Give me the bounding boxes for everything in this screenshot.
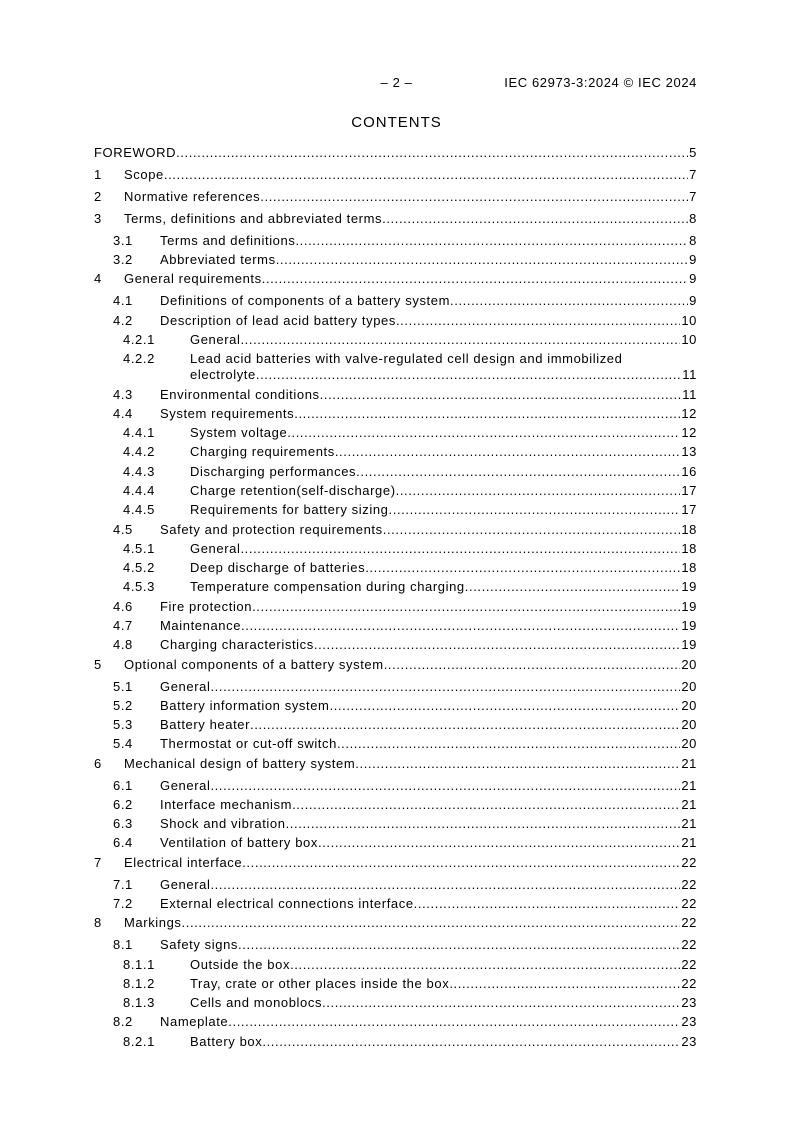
toc-entry-4-7[interactable]	[94, 616, 697, 635]
document-id-header: IEC 62973-3:2024 © IEC 2024	[504, 75, 697, 90]
dot-leader	[337, 736, 680, 752]
toc-entry-line	[124, 657, 697, 673]
toc-entry-line	[190, 367, 697, 383]
toc-entry-number: 6	[94, 755, 102, 771]
toc-entry-line	[160, 797, 697, 813]
dot-leader	[260, 189, 688, 205]
toc-entry-4-5[interactable]	[94, 520, 697, 539]
toc-entry-4-8[interactable]	[94, 636, 697, 655]
toc-entry-page-number: 19	[681, 617, 697, 633]
toc-entry-foreword[interactable]	[94, 143, 697, 165]
toc-entry-number: 8	[94, 915, 102, 931]
toc-entry-page-number: 22	[681, 854, 697, 870]
toc-entry-title: General	[160, 876, 211, 892]
dot-leader	[318, 835, 680, 851]
toc-entry-title: Ventilation of battery box	[160, 835, 318, 851]
toc-entry-title: Normative references	[124, 188, 261, 204]
toc-entry-8-1-2[interactable]	[94, 974, 697, 993]
toc-entry-number: 4.7	[113, 617, 133, 633]
toc-entry-page-number: 20	[681, 697, 697, 713]
toc-entry-number: 4.2.1	[123, 332, 155, 348]
toc-entry-title: Scope	[124, 166, 164, 182]
toc-entry-title: Battery box	[190, 1033, 263, 1049]
dot-leader	[250, 717, 680, 733]
toc-entry-4[interactable]	[94, 270, 697, 292]
toc-entry-4-2[interactable]	[94, 311, 697, 330]
toc-entry-line	[160, 835, 697, 851]
toc-entry-line	[190, 444, 697, 460]
toc-entry-4-4-2[interactable]	[94, 443, 697, 462]
toc-entry-number: 4.4.4	[123, 483, 155, 498]
toc-entry-line	[124, 855, 697, 871]
toc-entry-number: 4.2	[113, 312, 133, 328]
toc-entry-page-number: 22	[681, 956, 697, 972]
toc-entry-line	[124, 189, 697, 205]
toc-entry-title: Thermostat or cut-off switch	[160, 736, 337, 752]
toc-entry-title: System voltage	[190, 425, 288, 441]
toc-entry-line	[160, 698, 697, 714]
toc-entry-4-4-1[interactable]	[94, 424, 697, 443]
toc-entry-page-number: 22	[681, 975, 697, 991]
toc-entry-page-number: 21	[681, 816, 697, 832]
toc-entry-title: Abbreviated terms	[160, 252, 276, 268]
dot-leader	[314, 637, 680, 653]
toc-entry-page-number: 9	[689, 271, 697, 287]
toc-entry-title: General	[190, 332, 241, 348]
toc-entry-number: 5.3	[113, 717, 133, 733]
toc-entry-page-number: 19	[681, 598, 697, 614]
toc-entry-title: Nameplate	[160, 1014, 229, 1030]
table-of-contents	[94, 143, 697, 1051]
dot-leader	[295, 233, 688, 249]
toc-entry-number: 6.1	[113, 777, 133, 793]
dot-leader	[450, 293, 688, 309]
toc-entry-page-number: 11	[682, 386, 697, 402]
dot-leader	[276, 252, 688, 268]
toc-entry-title-continuation: electrolyte	[190, 367, 256, 383]
toc-entry-title: Discharging performances	[190, 463, 357, 479]
toc-entry-8-2-1[interactable]	[94, 1032, 697, 1051]
toc-entry-page-number: 10	[681, 332, 697, 348]
dot-leader	[252, 599, 680, 615]
toc-entry-title: Maintenance	[160, 617, 242, 633]
toc-entry-page-number: 11	[682, 367, 697, 383]
toc-entry-page-number: 7	[689, 188, 697, 204]
toc-entry-number: 7.1	[113, 876, 133, 892]
toc-entry-number: 4.2.2	[123, 351, 155, 367]
toc-entry-page-number: 21	[681, 796, 697, 812]
toc-entry-page-number: 9	[689, 293, 697, 309]
dot-leader	[355, 756, 680, 772]
toc-entry-line	[124, 167, 697, 183]
toc-entry-4-5-3[interactable]	[94, 578, 697, 597]
toc-entry-number: 6.4	[113, 835, 133, 851]
dot-leader	[210, 877, 680, 893]
dot-leader	[290, 957, 680, 973]
toc-entry-number: 4.5.3	[123, 579, 155, 595]
dot-leader	[396, 313, 680, 329]
dot-leader	[242, 855, 680, 871]
toc-entry-4-2-2[interactable]	[94, 350, 697, 385]
toc-entry-title: General	[160, 678, 211, 694]
toc-entry-title: Charge retention(self-discharge)	[190, 483, 396, 498]
toc-entry-title: Terms and definitions	[160, 232, 296, 248]
dot-leader	[262, 271, 688, 287]
toc-entry-page-number: 22	[681, 896, 697, 912]
toc-entry-number: 4	[94, 271, 102, 287]
toc-entry-title: Fire protection	[160, 598, 253, 614]
dot-leader	[287, 425, 680, 441]
dot-leader	[228, 1014, 680, 1030]
toc-entry-title: Electrical interface	[124, 854, 243, 870]
toc-entry-page-number: 21	[681, 835, 697, 851]
toc-entry-line	[160, 252, 697, 268]
toc-entry-title: Requirements for battery sizing	[190, 502, 389, 518]
toc-entry-line	[160, 233, 697, 249]
toc-entry-page-number: 18	[681, 540, 697, 556]
toc-entry-line	[190, 483, 697, 499]
toc-entry-4-3[interactable]	[94, 385, 697, 404]
toc-entry-number: 8.1.3	[123, 995, 155, 1011]
toc-entry-title: System requirements	[160, 405, 295, 421]
toc-entry-page-number: 17	[681, 483, 697, 498]
toc-entry-number: 5.4	[113, 736, 133, 752]
toc-entry-page-number: 16	[681, 463, 697, 479]
toc-entry-line	[190, 1034, 697, 1050]
toc-entry-number: 8.2.1	[123, 1033, 155, 1049]
dot-leader	[320, 387, 682, 403]
toc-entry-page-number: 19	[681, 637, 697, 653]
dot-leader	[396, 483, 681, 499]
toc-entry-6-2[interactable]	[94, 795, 697, 814]
toc-entry-page-number: 19	[681, 579, 697, 595]
toc-entry-title: Definitions of components of a battery system	[160, 293, 451, 309]
toc-entry-title: Temperature compensation during charging	[190, 579, 465, 595]
toc-entry-line	[160, 293, 697, 309]
toc-entry-title: Terms, definitions and abbreviated terms	[124, 210, 383, 226]
toc-entry-page-number: 17	[681, 502, 697, 518]
dot-leader	[322, 995, 680, 1011]
toc-entry-5-1[interactable]	[94, 677, 697, 696]
toc-entry-3-2[interactable]	[94, 251, 697, 270]
toc-entry-6-1[interactable]	[94, 776, 697, 795]
toc-entry-8[interactable]	[94, 914, 697, 936]
toc-entry-number: 3	[94, 210, 102, 226]
toc-entry-number: 4.8	[113, 637, 133, 653]
toc-entry-title: Outside the box	[190, 956, 291, 972]
toc-entry-line	[160, 599, 697, 615]
page-title: CONTENTS	[351, 114, 442, 131]
toc-entry-page-number: 21	[681, 777, 697, 793]
toc-entry-4-1[interactable]	[94, 292, 697, 311]
toc-entry-title: Cells and monoblocs	[190, 995, 323, 1011]
toc-entry-number: 4.1	[113, 293, 133, 309]
toc-entry-number: 4.6	[113, 598, 133, 614]
toc-entry-line	[190, 425, 697, 441]
toc-entry-page-number: 8	[689, 232, 697, 248]
toc-entry-4-2-1[interactable]	[94, 330, 697, 349]
toc-entry-page-number: 22	[681, 876, 697, 892]
toc-entry-8-2[interactable]	[94, 1013, 697, 1032]
toc-entry-8-1-1[interactable]	[94, 955, 697, 974]
dot-leader	[238, 937, 680, 953]
dot-leader	[389, 502, 681, 518]
dot-leader	[383, 522, 681, 538]
toc-entry-title: Optional components of a battery system	[124, 656, 384, 672]
toc-entry-title: Deep discharge of batteries	[190, 560, 366, 576]
toc-entry-number: 2	[94, 188, 102, 204]
toc-entry-line	[160, 717, 697, 733]
toc-entry-title: Battery heater	[160, 717, 251, 733]
toc-entry-title: Charging characteristics	[160, 637, 314, 653]
dot-leader	[365, 560, 680, 576]
toc-entry-number: 4.4.1	[123, 425, 155, 441]
toc-entry-page-number: 20	[681, 736, 697, 752]
toc-entry-number: 5.2	[113, 697, 133, 713]
toc-entry-line	[160, 937, 697, 953]
dot-leader	[356, 464, 680, 480]
toc-entry-page-number: 12	[681, 405, 697, 421]
toc-entry-title: Environmental conditions	[160, 386, 320, 402]
toc-entry-number: 7.2	[113, 896, 133, 912]
toc-entry-title: Shock and vibration	[160, 816, 286, 832]
page-number-header: – 2 –	[380, 75, 413, 90]
toc-entry-line	[160, 679, 697, 695]
dot-leader	[335, 444, 680, 460]
toc-entry-number: 5.1	[113, 678, 133, 694]
dot-leader	[294, 406, 680, 422]
toc-entry-page-number: 5	[689, 144, 697, 160]
toc-entry-number: 1	[94, 166, 102, 182]
toc-entry-title: Safety and protection requirements	[160, 521, 383, 537]
toc-entry-title: Tray, crate or other places inside the box	[190, 975, 450, 991]
toc-entry-line	[160, 736, 697, 752]
toc-entry-number: 8.1.2	[123, 975, 155, 991]
toc-entry-line	[160, 877, 697, 893]
toc-entry-number: 4.4.2	[123, 444, 155, 460]
toc-entry-page-number: 23	[681, 1014, 697, 1030]
toc-entry-page-number: 20	[681, 678, 697, 694]
toc-entry-number: 8.1	[113, 937, 133, 953]
toc-entry-line	[160, 778, 697, 794]
dot-leader	[241, 618, 680, 634]
toc-entry-page-number: 18	[681, 521, 697, 537]
toc-entry-page-number: 23	[681, 1033, 697, 1049]
toc-entry-3-1[interactable]	[94, 231, 697, 250]
dot-leader	[240, 541, 680, 557]
dot-leader	[330, 698, 681, 714]
toc-entry-page-number: 22	[681, 937, 697, 953]
toc-entry-number: 4.4.5	[123, 502, 155, 518]
toc-entry-title: General	[190, 540, 241, 556]
toc-entry-line	[160, 896, 697, 912]
toc-entry-8-1-3[interactable]	[94, 993, 697, 1012]
dot-leader	[256, 367, 681, 383]
toc-entry-line	[124, 756, 697, 772]
toc-entry-number: 7	[94, 854, 102, 870]
toc-entry-page-number: 7	[689, 166, 697, 182]
toc-entry-line	[190, 560, 697, 576]
toc-entry-title: Mechanical design of battery system	[124, 755, 356, 771]
toc-entry-6-3[interactable]	[94, 815, 697, 834]
dot-leader	[176, 145, 688, 161]
toc-entry-4-4-4[interactable]	[94, 481, 697, 500]
toc-entry-page-number: 20	[681, 717, 697, 733]
dot-leader	[286, 816, 681, 832]
toc-entry-title: Interface mechanism	[160, 796, 293, 812]
dot-leader	[292, 797, 680, 813]
toc-entry-7-2[interactable]	[94, 894, 697, 913]
dot-leader	[382, 211, 688, 227]
toc-entry-line	[190, 502, 697, 518]
toc-entry-5[interactable]	[94, 655, 697, 677]
toc-entry-4-4-5[interactable]	[94, 501, 697, 520]
toc-entry-line	[94, 145, 697, 161]
toc-entry-line	[160, 313, 697, 329]
toc-entry-line	[124, 915, 697, 931]
toc-entry-line	[160, 387, 697, 403]
dot-leader	[384, 657, 681, 673]
dot-leader	[449, 976, 680, 992]
toc-entry-line	[124, 271, 697, 287]
toc-entry-number: 3.1	[113, 232, 133, 248]
toc-entry-5-4[interactable]	[94, 735, 697, 754]
toc-entry-title: Markings	[124, 915, 182, 931]
toc-entry-line	[190, 995, 697, 1011]
toc-entry-title: Safety signs	[160, 937, 239, 953]
toc-entry-6-4[interactable]	[94, 834, 697, 853]
toc-entry-line	[190, 541, 697, 557]
toc-entry-number: 4.4.3	[123, 463, 155, 479]
toc-entry-number: 3.2	[113, 252, 133, 268]
dot-leader	[164, 167, 688, 183]
toc-entry-number: 4.4	[113, 405, 133, 421]
toc-entry-line	[160, 406, 697, 422]
toc-entry-line	[124, 211, 697, 227]
dot-leader	[182, 915, 681, 931]
toc-entry-page-number: 12	[681, 425, 697, 441]
toc-entry-number: 5	[94, 656, 102, 672]
toc-entry-title: General requirements	[124, 271, 262, 287]
toc-entry-4-4[interactable]	[94, 404, 697, 423]
toc-entry-title: Description of lead acid battery types	[160, 312, 396, 328]
toc-entry-title: Charging requirements	[190, 444, 335, 460]
toc-entry-6[interactable]	[94, 754, 697, 776]
toc-entry-line	[190, 579, 697, 595]
toc-entry-number: 8.2	[113, 1014, 133, 1030]
toc-entry-number: 4.5	[113, 521, 133, 537]
dot-leader	[240, 332, 680, 348]
toc-entry-line	[190, 464, 697, 480]
dot-leader	[465, 579, 681, 595]
toc-entry-5-3[interactable]	[94, 715, 697, 734]
toc-entry-number: 4.5.2	[123, 560, 155, 576]
toc-entry-line	[160, 618, 697, 634]
toc-entry-title: Battery information system	[160, 697, 330, 713]
toc-entry-number: 8.1.1	[123, 956, 155, 972]
toc-entry-4-5-2[interactable]	[94, 558, 697, 577]
toc-entry-page-number: 23	[681, 995, 697, 1011]
toc-entry-page-number: 21	[681, 755, 697, 771]
toc-entry-page-number: 9	[689, 252, 697, 268]
toc-entry-title: Lead acid batteries with valve-regulated cell design and immobilized	[190, 351, 623, 367]
toc-entry-number: 6.2	[113, 796, 133, 812]
toc-entry-7-1[interactable]	[94, 875, 697, 894]
toc-entry-page-number: 20	[681, 656, 697, 672]
toc-entry-number: 4.3	[113, 386, 133, 402]
toc-entry-line	[160, 816, 697, 832]
toc-entry-page-number: 8	[689, 210, 697, 226]
toc-entry-page-number: 22	[681, 915, 697, 931]
toc-entry-line	[190, 976, 697, 992]
dot-leader	[414, 896, 681, 912]
toc-entry-5-2[interactable]	[94, 696, 697, 715]
toc-entry-page-number: 10	[681, 312, 697, 328]
toc-entry-7[interactable]	[94, 853, 697, 875]
dot-leader	[210, 679, 680, 695]
toc-entry-4-5-1[interactable]	[94, 539, 697, 558]
dot-leader	[210, 778, 680, 794]
toc-entry-4-4-3[interactable]	[94, 462, 697, 481]
toc-entry-page-number: 13	[681, 444, 697, 460]
toc-entry-8-1[interactable]	[94, 936, 697, 955]
toc-entry-title: External electrical connections interface	[160, 896, 414, 912]
toc-entry-title: FOREWORD	[94, 144, 177, 160]
toc-entry-page-number: 18	[681, 560, 697, 576]
toc-entry-1[interactable]	[94, 165, 697, 187]
toc-entry-title: General	[160, 777, 211, 793]
toc-entry-line	[190, 332, 697, 348]
toc-entry-4-6[interactable]	[94, 597, 697, 616]
toc-entry-2[interactable]	[94, 187, 697, 209]
toc-entry-number: 6.3	[113, 816, 133, 832]
toc-entry-3[interactable]	[94, 209, 697, 231]
toc-entry-line	[190, 957, 697, 973]
toc-entry-line	[160, 522, 697, 538]
toc-entry-number: 4.5.1	[123, 540, 155, 556]
toc-entry-line	[160, 1014, 697, 1030]
toc-entry-line	[160, 637, 697, 653]
dot-leader	[262, 1034, 680, 1050]
